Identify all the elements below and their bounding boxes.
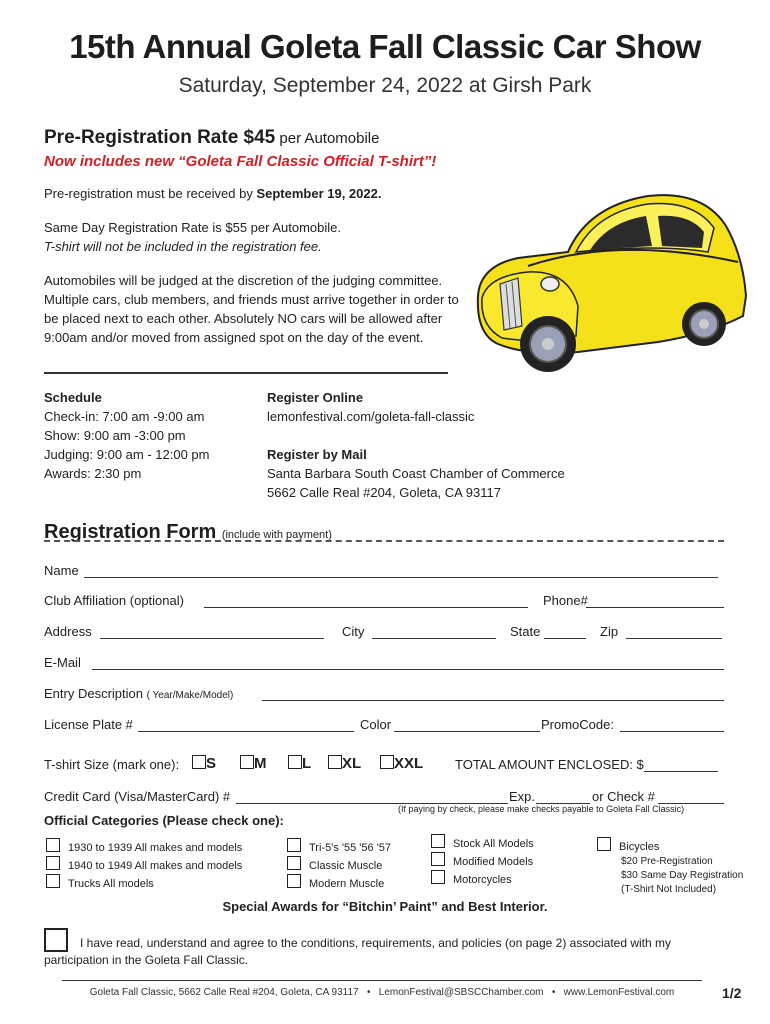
form-title: Registration Form [44,521,217,543]
category-column [46,838,242,892]
email-label: E-Mail [44,655,81,670]
category-label: Modified Models [453,856,534,868]
category-item[interactable] [287,874,391,892]
category-item[interactable] [46,856,242,874]
name-field[interactable] [84,563,718,578]
entry-label-text: Entry Description [44,686,143,701]
schedule-section [44,388,264,483]
address-row [44,624,724,644]
zip-label: Zip [600,624,619,639]
check-label: or Check # [592,789,655,804]
categories-heading: Official Categories (Please check one): [44,813,284,828]
schedule-item: Awards: 2:30 pm [44,466,142,481]
bullet: • [366,987,371,998]
judging-text: Automobiles will be judged at the discretion of the judging committee. Multiple cars, club members, and friends must arrive together in order to be placed next to each other. Absolutely NO cars will be allowed after 9:00am and/or moved from assigned spot on the day of the event. [44,273,459,345]
category-label: Trucks All models [68,878,154,890]
tshirt-size-label: T-shirt Size (mark one): [44,757,180,772]
prereg-unit: per Automobile [275,130,380,147]
checkbox-icon[interactable] [287,874,301,888]
bicycle-note: $30 Same Day Registration [621,870,744,881]
checkbox-icon[interactable] [287,838,301,852]
special-awards: Special Awards for “Bitchin’ Paint” and Best Interior. [222,899,548,914]
register-online-url[interactable]: lemonfestival.com/goleta-fall-classic [267,409,475,424]
entry-label [44,686,233,701]
tshirt-size-row [44,755,724,777]
checkbox-icon[interactable] [46,838,60,852]
checkbox-icon[interactable] [380,755,394,769]
club-row [44,593,724,613]
credit-card-field[interactable] [236,789,508,804]
credit-card-label: Credit Card (Visa/MasterCard) # [44,789,231,804]
category-label: Modern Muscle [309,878,385,890]
color-label: Color [360,717,392,732]
license-field[interactable] [138,717,354,732]
zip-field[interactable] [626,624,722,639]
size-label: S [206,755,217,772]
bicycle-notes [597,855,743,897]
license-row [44,717,724,737]
category-column [597,837,743,897]
category-label: Classic Muscle [309,860,383,872]
footer-email[interactable]: LemonFestival@SBSCChamber.com [378,987,544,998]
bicycle-note: $20 Pre-Registration [621,856,713,867]
email-row [44,655,724,675]
agreement-checkbox[interactable] [44,928,68,952]
city-field[interactable] [372,624,496,639]
size-label: L [302,755,312,772]
schedule-item: Judging: 9:00 am - 12:00 pm [44,447,210,462]
size-option-l[interactable] [288,755,311,772]
checkbox-icon[interactable] [192,755,206,769]
register-section [267,388,587,502]
bicycle-note: (T-Shirt Not Included) [621,884,717,895]
checkbox-icon[interactable] [431,834,445,848]
checkbox-icon[interactable] [328,755,342,769]
size-label: XL [342,755,362,772]
divider [44,372,448,374]
city-label: City [342,624,365,639]
footer-address: Goleta Fall Classic, 5662 Calle Real #204, Goleta, CA 93117 [89,987,359,998]
category-label: 1940 to 1949 All makes and models [68,860,243,872]
deadline-text: Pre-registration must be received by [44,186,257,201]
prereg-rate: Pre-Registration Rate $45 [44,127,276,148]
footer [62,987,702,998]
agreement [44,928,734,969]
category-label: 1930 to 1939 All makes and models [68,842,243,854]
category-item[interactable] [431,852,534,870]
category-item[interactable] [46,838,242,856]
schedule-heading: Schedule [44,390,102,405]
category-item[interactable] [597,837,743,855]
checkbox-icon[interactable] [288,755,302,769]
size-option-s[interactable] [192,755,216,772]
category-column [431,834,534,888]
register-mail-heading: Register by Mail [267,447,367,462]
size-option-m[interactable] [240,755,267,772]
category-item[interactable] [46,874,242,892]
check-note: (If paying by check, please make checks payable to Goleta Fall Classic) [398,804,685,814]
email-field[interactable] [92,655,724,670]
size-label: XXL [394,755,424,772]
category-column [287,838,391,892]
size-option-xl[interactable] [328,755,361,772]
club-label: Club Affiliation (optional) [44,593,184,608]
mail-address-line: Santa Barbara South Coast Chamber of Commerce [267,466,565,481]
size-option-xxl[interactable] [380,755,423,772]
deadline-date: September 19, 2022. [256,186,382,201]
footer-divider [62,980,702,981]
checkbox-icon[interactable] [431,852,445,866]
category-label: Tri-5's '55 '56 '57 [309,842,391,854]
agreement-text: I have read, understand and agree to the conditions, requirements, and policies (on page 2) associated with my participation in the Goleta Fall Classic. [44,936,672,967]
address-label: Address [44,624,92,639]
form-title-note: (include with payment) [221,529,332,541]
category-label: Motorcycles [453,874,512,886]
bullet: • [551,987,556,998]
register-online-heading: Register Online [267,390,364,405]
checkbox-icon[interactable] [240,755,254,769]
exp-label: Exp. [509,789,536,804]
checkbox-icon[interactable] [431,870,445,884]
category-item[interactable] [431,870,534,888]
page-title: 15th Annual Goleta Fall Classic Car Show [69,28,701,65]
page-number: 1/2 [722,985,742,1001]
tshirt-excluded-note: T-shirt will not be included in the registration fee. [44,239,322,254]
classic-car-illustration [458,166,758,386]
state-label: State [510,624,541,639]
phone-label: Phone# [543,593,588,608]
club-field[interactable] [204,593,528,608]
dashed-divider [44,540,724,542]
category-item[interactable] [287,856,391,874]
tshirt-note: Now includes new “Goleta Fall Classic Official T-shirt”! [44,153,437,170]
promo-label: PromoCode: [541,717,614,732]
color-field[interactable] [394,717,540,732]
category-item[interactable] [287,838,391,856]
state-field[interactable] [544,624,586,639]
size-label: M [254,755,267,772]
checkbox-icon[interactable] [46,874,60,888]
schedule-item: Check-in: 7:00 am -9:00 am [44,409,205,424]
entry-field[interactable] [262,686,724,701]
name-label: Name [44,563,79,578]
checkbox-icon[interactable] [597,837,611,851]
prereg-deadline [44,184,381,203]
event-date-location: Saturday, September 24, 2022 at Girsh Park [178,74,592,97]
prereg-rate-heading [44,127,379,149]
category-label: Bicycles [619,841,660,853]
category-item[interactable] [431,834,534,852]
name-row [44,563,724,583]
mail-address-line: 5662 Calle Real #204, Goleta, CA 93117 [267,485,501,500]
promo-field[interactable] [620,717,724,732]
checkbox-icon[interactable] [46,856,60,870]
license-label: License Plate # [44,717,133,732]
entry-label-note: ( Year/Make/Model) [146,690,234,701]
exp-field[interactable] [536,789,590,804]
total-label: TOTAL AMOUNT ENCLOSED: $ [455,757,644,772]
footer-website[interactable]: www.LemonFestival.com [563,987,675,998]
entry-row [44,686,724,706]
checkbox-icon[interactable] [287,856,301,870]
address-field[interactable] [100,624,324,639]
same-day-info [44,218,474,256]
category-label: Stock All Models [453,838,534,850]
check-field[interactable] [658,789,724,804]
schedule-item: Show: 9:00 am -3:00 pm [44,428,186,443]
same-day-rate: Same Day Registration Rate is $55 per Automobile. [44,220,341,235]
total-field[interactable] [644,757,718,772]
phone-field[interactable] [586,593,724,608]
